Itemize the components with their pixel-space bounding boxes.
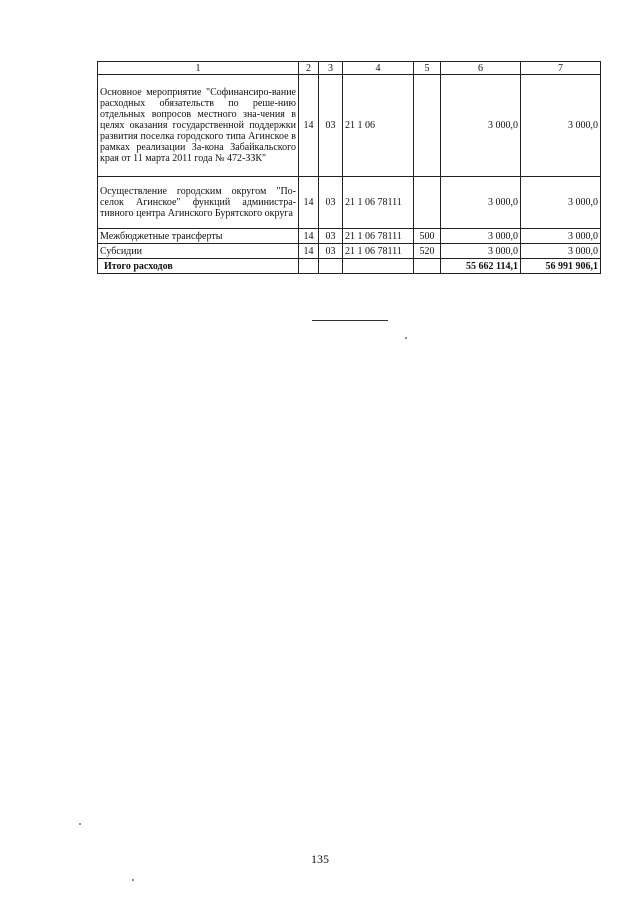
cell-empty [414,259,441,274]
cell-section: 14 [299,75,319,177]
col-header-6: 6 [441,62,521,75]
cell-amount-1: 3 000,0 [441,75,521,177]
cell-subsection: 03 [319,229,343,244]
total-amount-1: 55 662 114,1 [441,259,521,274]
row-name: Осуществление городским округом "По-селок Агинское" функций администра-тивного центра Агинского Бурятского округа [98,177,299,229]
cell-subsection: 03 [319,244,343,259]
col-header-3: 3 [319,62,343,75]
scan-speck [405,337,407,339]
cell-amount-1: 3 000,0 [441,244,521,259]
col-header-2: 2 [299,62,319,75]
col-header-5: 5 [414,62,441,75]
budget-table [97,61,601,274]
cell-target-code: 21 1 06 78111 [343,177,414,229]
cell-target-code: 21 1 06 78111 [343,229,414,244]
scan-speck [79,823,81,825]
total-row [98,259,601,274]
cell-expense-type [414,177,441,229]
table-row [98,229,601,244]
cell-target-code: 21 1 06 [343,75,414,177]
col-header-7: 7 [521,62,601,75]
table-row [98,177,601,229]
total-amount-2: 56 991 906,1 [521,259,601,274]
cell-amount-2: 3 000,0 [521,75,601,177]
cell-amount-2: 3 000,0 [521,229,601,244]
table-row [98,75,601,177]
row-name: Межбюджетные трансферты [98,229,299,244]
page-number: 135 [311,852,329,866]
scan-speck [132,879,134,881]
table-row [98,244,601,259]
cell-expense-type [414,75,441,177]
cell-empty [299,259,319,274]
col-header-1: 1 [98,62,299,75]
cell-expense-type: 520 [414,244,441,259]
cell-section: 14 [299,177,319,229]
cell-amount-1: 3 000,0 [441,229,521,244]
cell-empty [343,259,414,274]
header-row [98,62,601,75]
cell-expense-type: 500 [414,229,441,244]
cell-amount-2: 3 000,0 [521,244,601,259]
cell-amount-1: 3 000,0 [441,177,521,229]
cell-section: 14 [299,229,319,244]
section-divider [312,320,388,321]
cell-subsection: 03 [319,177,343,229]
cell-section: 14 [299,244,319,259]
cell-subsection: 03 [319,75,343,177]
cell-empty [319,259,343,274]
row-name: Основное мероприятие "Софинансиро-вание расходных обязательств по реше-нию отдельных вопросов местного зна-чения в целях оказания государственной поддержки развития поселка городского типа Агинское в рамках реализации За-кона Забайкальского края от 11 марта 2011 года № 472-ЗЗК" [98,75,299,177]
row-name: Субсидии [98,244,299,259]
cell-target-code: 21 1 06 78111 [343,244,414,259]
total-label: Итого расходов [98,259,299,274]
col-header-4: 4 [343,62,414,75]
cell-amount-2: 3 000,0 [521,177,601,229]
